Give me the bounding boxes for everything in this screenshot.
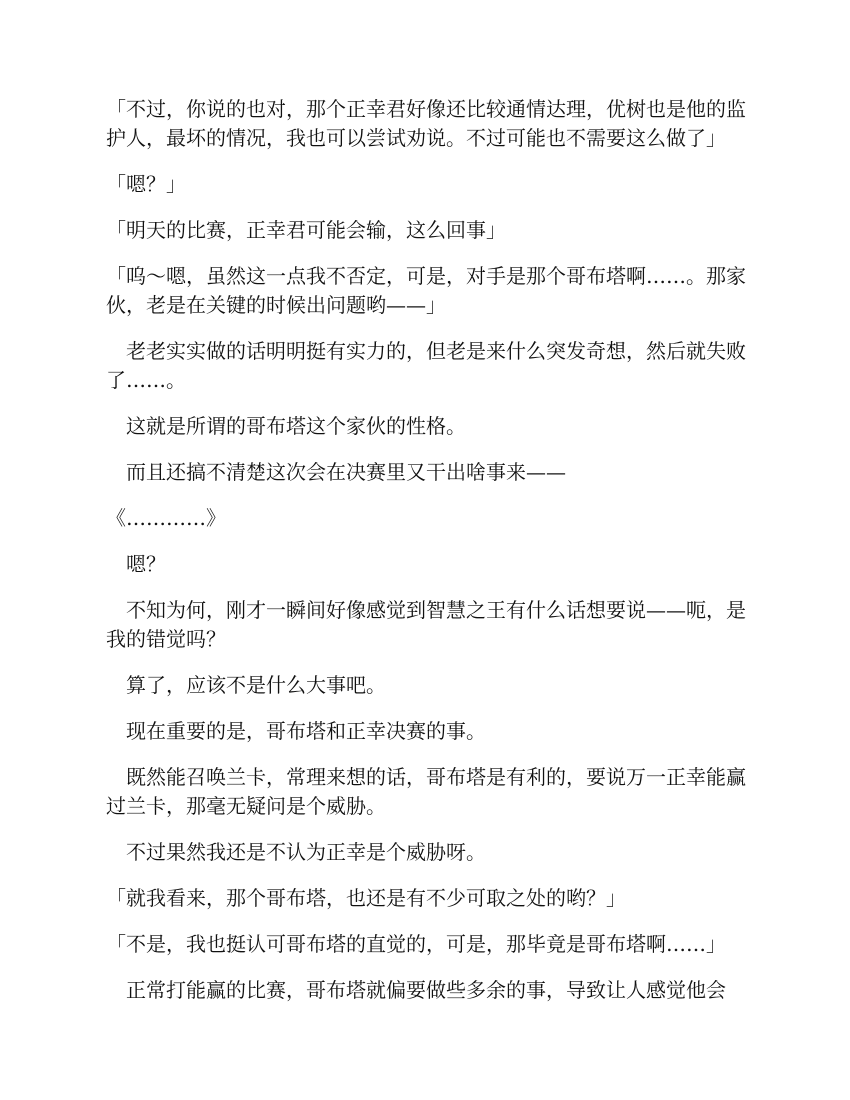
paragraph-dialogue: 「明天的比赛，正幸君可能会输，这么回事」 — [106, 218, 506, 242]
paragraph-narration: 不过果然我还是不认为正幸是个威胁呀。 — [126, 840, 486, 864]
paragraph-dialogue: 「不过，你说的也对，那个正幸君好像还比较通情达理，优树也是他的监护人，最坏的情况，我也可以尝试劝说。不过可能也不需要这么做了」 — [106, 97, 746, 150]
paragraph-narration: 嗯？ — [126, 552, 166, 576]
paragraph-dialogue: 《…………》 — [106, 506, 226, 530]
paragraph-narration: 而且还搞不清楚这次会在决赛里又干出啥事来—— — [126, 460, 566, 484]
paragraph-dialogue: 「呜～嗯，虽然这一点我不否定，可是，对手是那个哥布塔啊……。那家伙，老是在关键的时候出问题哟——」 — [106, 264, 746, 317]
paragraph-narration: 既然能召唤兰卡，常理来想的话，哥布塔是有利的，要说万一正幸能赢过兰卡，那毫无疑问是个威胁。 — [106, 765, 746, 818]
paragraph-narration: 现在重要的是，哥布塔和正幸决赛的事。 — [126, 719, 486, 743]
paragraph-dialogue: 「不是，我也挺认可哥布塔的直觉的，可是，那毕竟是哥布塔啊……」 — [106, 932, 726, 956]
paragraph-narration: 算了，应该不是什么大事吧。 — [126, 673, 386, 697]
paragraph-narration: 不知为何，刚才一瞬间好像感觉到智慧之王有什么话想要说——呃，是我的错觉吗？ — [106, 598, 746, 651]
document-page — [106, 95, 746, 1022]
paragraph-narration: 这就是所谓的哥布塔这个家伙的性格。 — [126, 414, 466, 438]
paragraph-dialogue: 「嗯？」 — [106, 172, 186, 196]
paragraph-narration: 老老实实做的话明明挺有实力的，但老是来什么突发奇想，然后就失败了……。 — [106, 339, 746, 392]
paragraph-narration: 正常打能赢的比赛，哥布塔就偏要做些多余的事，导致让人感觉他会 — [126, 978, 726, 1002]
paragraph-dialogue: 「就我看来，那个哥布塔，也还是有不少可取之处的哟？」 — [106, 886, 626, 910]
